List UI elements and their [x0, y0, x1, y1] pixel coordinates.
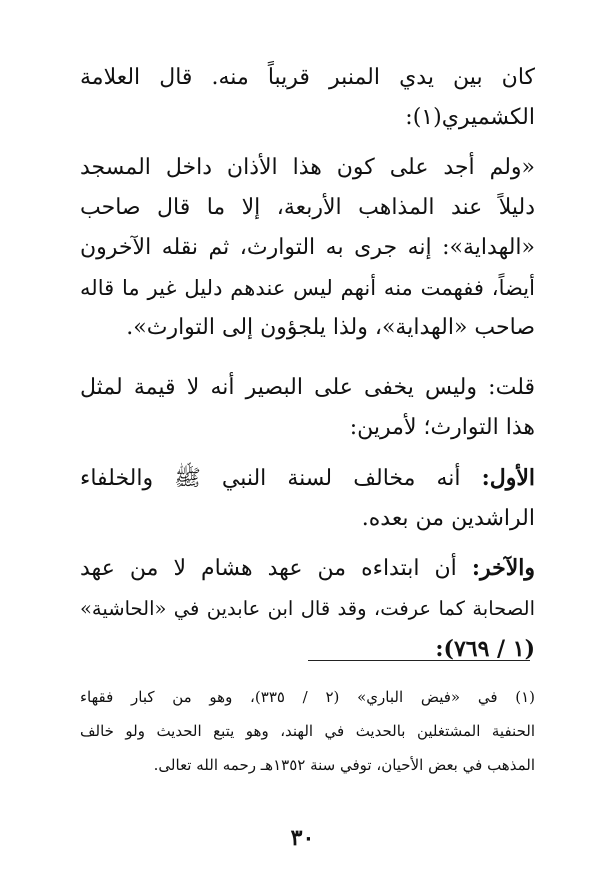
lead-word: والآخر:	[471, 555, 535, 581]
text-line: كان بين يدي المنبر قريباً منه. قال العلامة	[80, 65, 535, 90]
text-line	[80, 548, 535, 589]
paragraph-second-reason	[80, 548, 535, 669]
footnote-line: المذهب في بعض الأحيان، توفي سنة ١٣٥٢هـ رحمه الله تعالى.	[153, 756, 535, 774]
text-line-content: أن ابتداءه من عهد هشام لا من عهد	[80, 556, 472, 581]
paragraph-intro	[80, 58, 535, 138]
text-line: الصحابة كما عرفت، وقد قال ابن عابدين في «الحاشية»	[80, 597, 535, 620]
footnote-line: (١) في «فيض الباري» (٢ / ٣٣٥)، وهو من كبار فقهاء	[80, 688, 536, 706]
text-line	[80, 98, 535, 138]
text-line: هذا التوارث؛ لأمرين:	[349, 415, 535, 440]
paragraph-first-reason	[80, 458, 535, 539]
footnote-divider	[308, 660, 530, 661]
paragraph-quote	[80, 148, 535, 348]
text-line: «ولم أجد على كون هذا الأذان داخل المسجد	[80, 155, 535, 180]
text-line: قلت: وليس يخفى على البصير أنه لا قيمة لمثل	[80, 375, 535, 400]
footnote	[80, 680, 535, 782]
text-line: أيضاً، ففهمت منه أنهم ليس عندهم دليل غير ما قاله	[80, 275, 535, 300]
text-line: صاحب «الهداية»، ولذا يلجؤون إلى التوارث».	[126, 315, 535, 340]
text-line: «الهداية»: إنه جرى به التوارث، ثم نقله الآخرون	[80, 235, 535, 260]
text-line-content: أنه مخالف لسنة النبي ﷺ والخلفاء	[80, 466, 482, 491]
lead-word: الأول:	[481, 465, 535, 491]
text-line	[80, 458, 535, 499]
footnote-line: الحنفية المشتغلين بالحديث في الهند، وهو يتبع الحديث ولو خالف	[80, 722, 535, 740]
page-number: ٣٠	[290, 825, 315, 851]
text-line: دليلاً عند المذاهب الأربعة، إلا ما قال صاحب	[80, 195, 535, 220]
text-line: (١ / ٧٦٩):	[435, 636, 535, 662]
text-line-content: الكشميري(١):	[405, 105, 535, 130]
paragraph-qultu	[80, 368, 535, 448]
text-line: الراشدين من بعده.	[361, 506, 535, 531]
